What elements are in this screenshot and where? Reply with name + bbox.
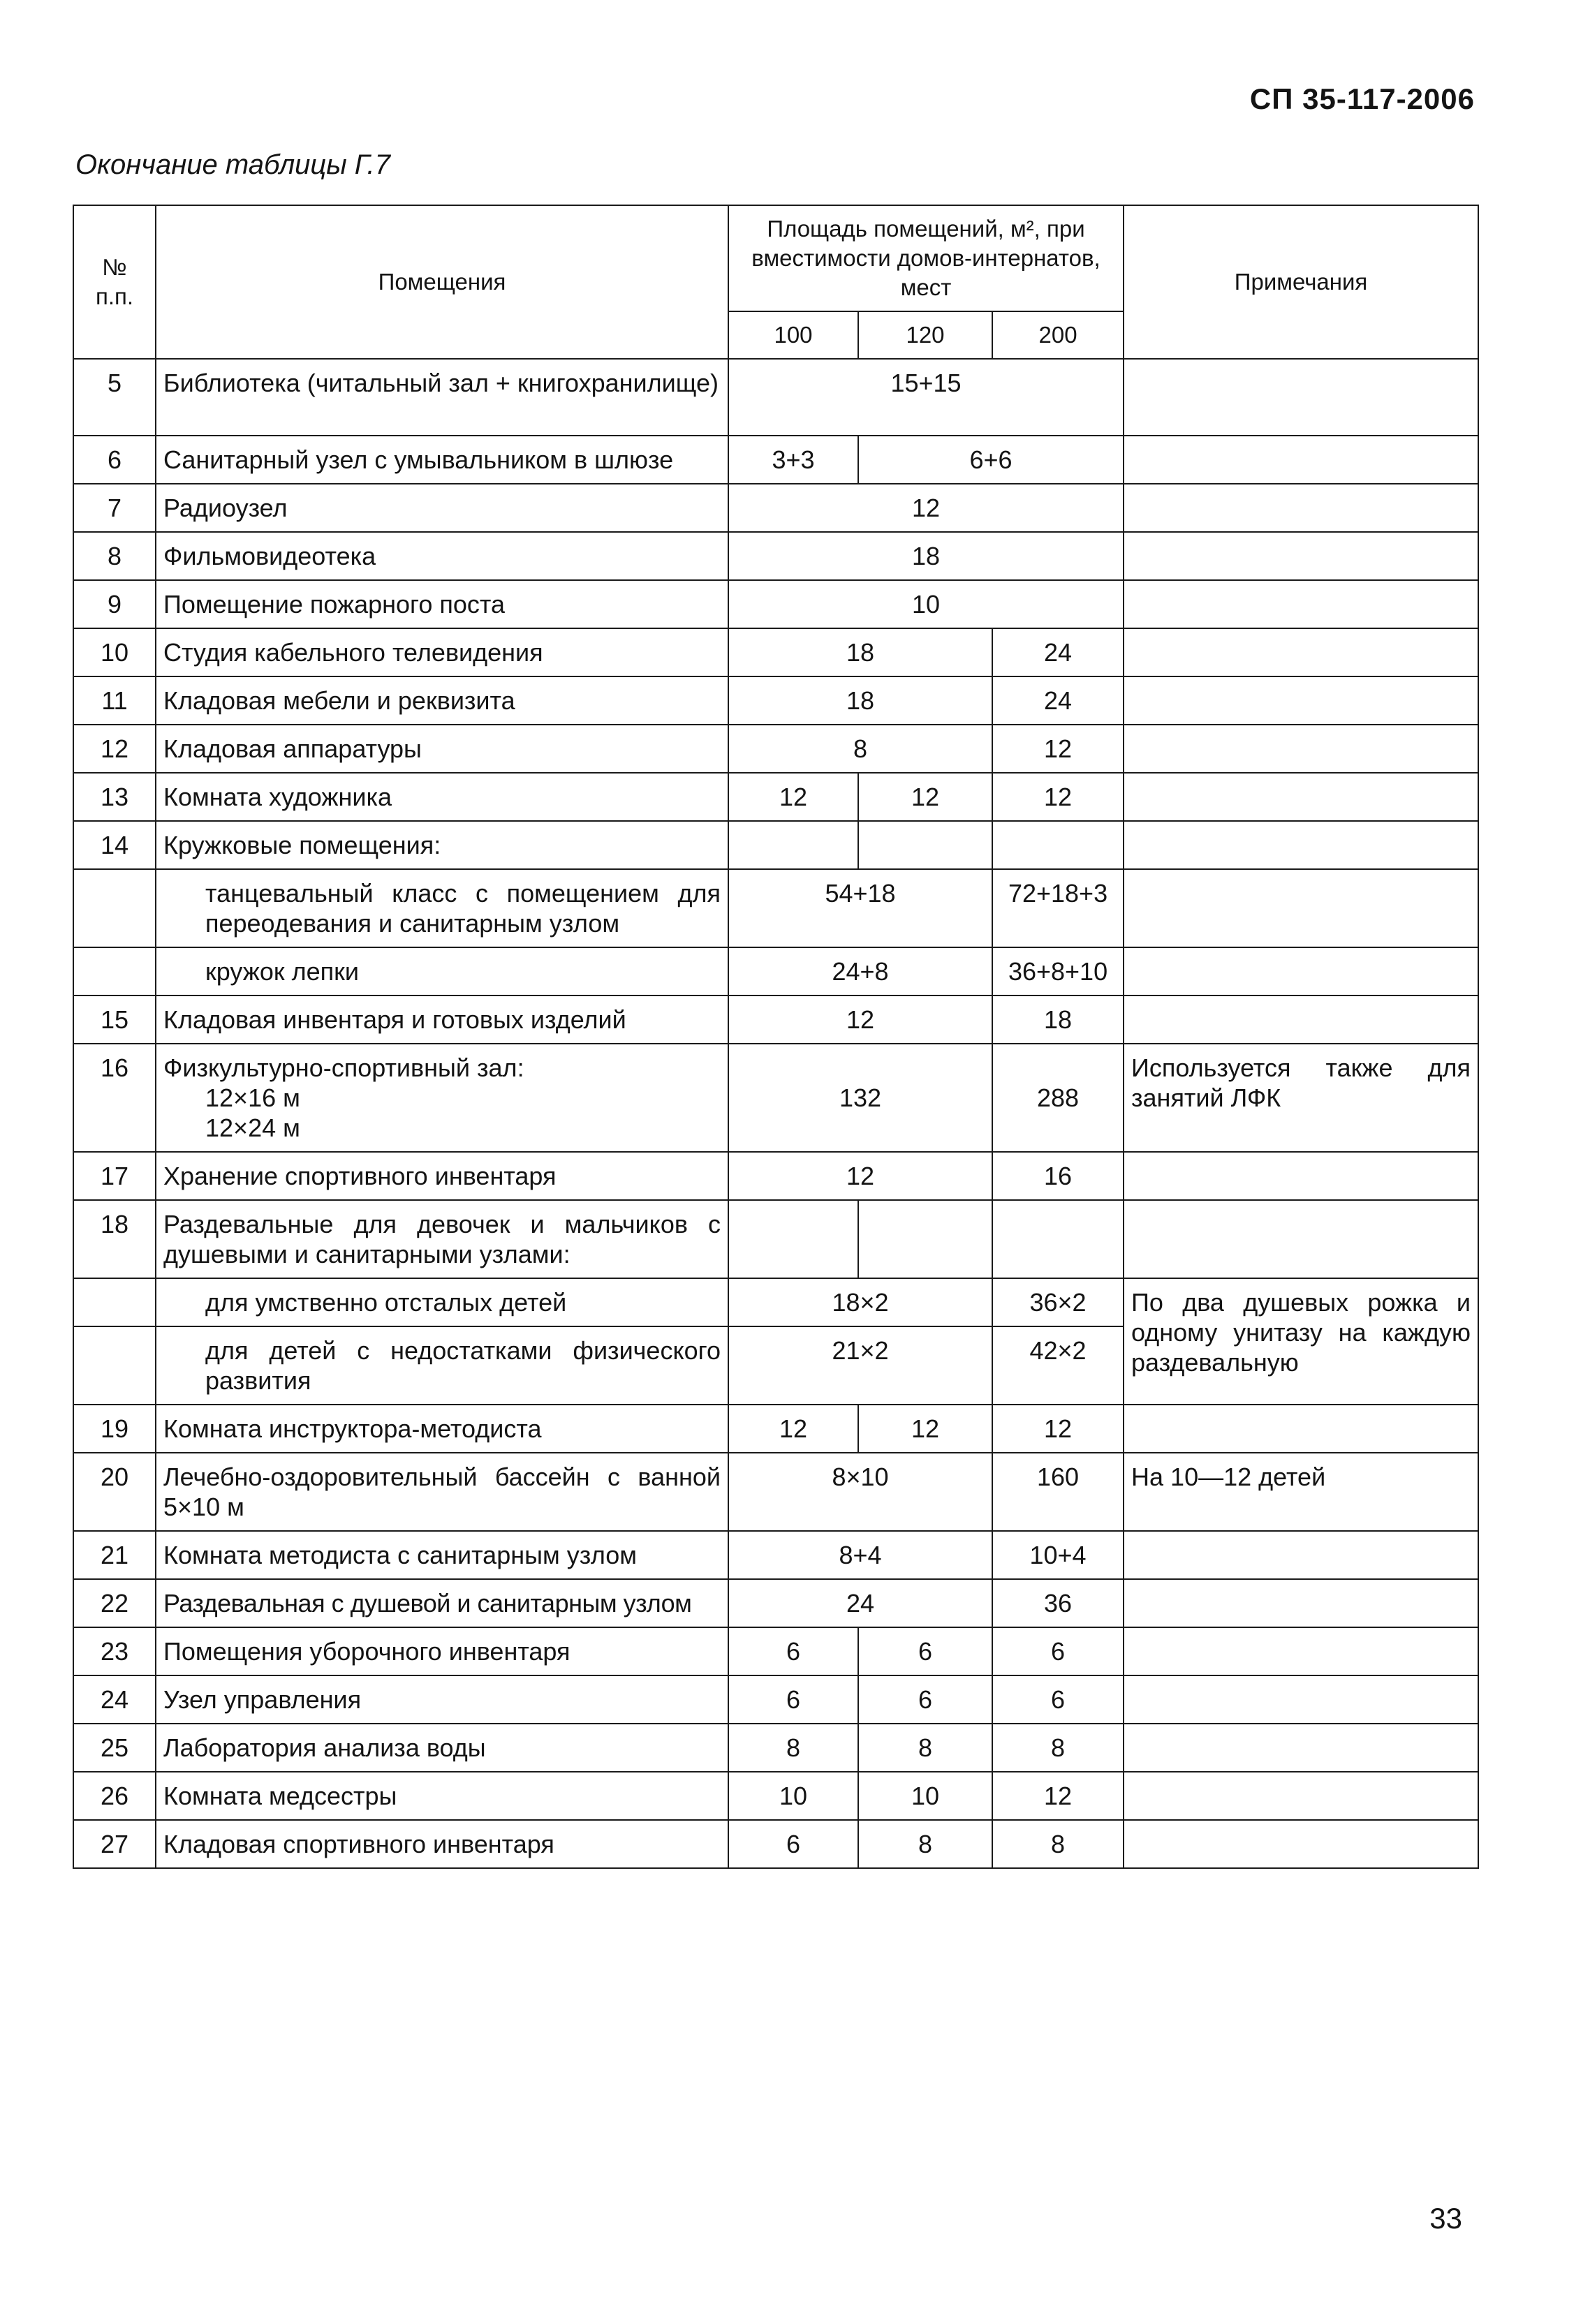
row-number: 20 bbox=[73, 1453, 156, 1531]
room-note bbox=[1124, 359, 1478, 436]
area-value bbox=[992, 1200, 1124, 1278]
table-row bbox=[73, 1579, 1478, 1627]
area-value: 12 bbox=[728, 1152, 992, 1200]
col-header-num: № п.п. bbox=[73, 205, 156, 359]
area-value: 24 bbox=[992, 628, 1124, 676]
row-number bbox=[73, 947, 156, 996]
table-row bbox=[73, 1044, 1478, 1152]
room-name: Комната художника bbox=[156, 773, 728, 821]
table-row bbox=[73, 484, 1478, 532]
room-note bbox=[1124, 1772, 1478, 1820]
room-name: Комната методиста с санитарным узлом bbox=[156, 1531, 728, 1579]
room-note: На 10—12 детей bbox=[1124, 1453, 1478, 1531]
table-row bbox=[73, 1152, 1478, 1200]
area-value: 12 bbox=[992, 773, 1124, 821]
room-name: Лечебно-оздоровительный бассейн с ванной 5×10 м bbox=[156, 1453, 728, 1531]
area-value: 6 bbox=[858, 1627, 992, 1675]
room-note bbox=[1124, 725, 1478, 773]
area-value: 12 bbox=[728, 484, 1124, 532]
row-number: 14 bbox=[73, 821, 156, 869]
document-code: СП 35-117-2006 bbox=[1249, 82, 1475, 115]
area-value: 6 bbox=[992, 1675, 1124, 1724]
table-row bbox=[73, 628, 1478, 676]
room-note bbox=[1124, 996, 1478, 1044]
row-number: 27 bbox=[73, 1820, 156, 1868]
area-value: 12 bbox=[728, 773, 858, 821]
room-note bbox=[1124, 628, 1478, 676]
room-note bbox=[1124, 1820, 1478, 1868]
area-value: 21×2 bbox=[728, 1326, 992, 1405]
area-value: 288 bbox=[992, 1044, 1124, 1152]
table-row bbox=[73, 821, 1478, 869]
room-name: Санитарный узел с умывальником в шлюзе bbox=[156, 436, 728, 484]
table-row bbox=[73, 1772, 1478, 1820]
row-number: 17 bbox=[73, 1152, 156, 1200]
area-value: 8 bbox=[728, 725, 992, 773]
room-note bbox=[1124, 821, 1478, 869]
area-value: 12 bbox=[992, 1405, 1124, 1453]
area-value: 24+8 bbox=[728, 947, 992, 996]
area-value: 3+3 bbox=[728, 436, 858, 484]
area-value: 18×2 bbox=[728, 1278, 992, 1326]
page-number: 33 bbox=[1429, 2202, 1462, 2235]
col-header-capacity: 120 bbox=[858, 311, 992, 359]
room-note bbox=[1124, 532, 1478, 580]
table-row bbox=[73, 725, 1478, 773]
room-name: для детей с недостатками физического развития bbox=[156, 1326, 728, 1405]
table-row bbox=[73, 773, 1478, 821]
row-number: 16 bbox=[73, 1044, 156, 1152]
room-name: Хранение спортивного инвентаря bbox=[156, 1152, 728, 1200]
table-row bbox=[73, 1405, 1478, 1453]
room-name: Студия кабельного телевидения bbox=[156, 628, 728, 676]
room-name: Раздевальные для девочек и мальчиков с душевыми и санитарными узлами: bbox=[156, 1200, 728, 1278]
table-row bbox=[73, 996, 1478, 1044]
room-note: По два душевых рожка и одному унитазу на каждую раздевальную bbox=[1124, 1278, 1478, 1405]
table-row bbox=[73, 1820, 1478, 1868]
table-row bbox=[73, 1724, 1478, 1772]
area-value: 6 bbox=[728, 1675, 858, 1724]
room-note: Используется также для занятий ЛФК bbox=[1124, 1044, 1478, 1152]
area-value: 36×2 bbox=[992, 1278, 1124, 1326]
area-value: 36+8+10 bbox=[992, 947, 1124, 996]
area-value: 8 bbox=[858, 1820, 992, 1868]
room-note bbox=[1124, 869, 1478, 947]
area-value: 16 bbox=[992, 1152, 1124, 1200]
row-number: 7 bbox=[73, 484, 156, 532]
room-note bbox=[1124, 1579, 1478, 1627]
room-title: Физкультурно-спортивный зал: bbox=[163, 1053, 524, 1082]
room-name: Кружковые помещения: bbox=[156, 821, 728, 869]
col-header-area: Площадь помещений, м², при вместимости домов-интернатов, мест bbox=[728, 205, 1124, 311]
room-note bbox=[1124, 484, 1478, 532]
room-name: Комната инструктора-методиста bbox=[156, 1405, 728, 1453]
row-number: 25 bbox=[73, 1724, 156, 1772]
room-note bbox=[1124, 1405, 1478, 1453]
area-value: 8 bbox=[858, 1724, 992, 1772]
room-note bbox=[1124, 1627, 1478, 1675]
room-name: Лаборатория анализа воды bbox=[156, 1724, 728, 1772]
table-row bbox=[73, 1675, 1478, 1724]
row-number: 24 bbox=[73, 1675, 156, 1724]
col-header-capacity: 200 bbox=[992, 311, 1124, 359]
room-name: Узел управления bbox=[156, 1675, 728, 1724]
room-note bbox=[1124, 1152, 1478, 1200]
room-note bbox=[1124, 947, 1478, 996]
table-row bbox=[73, 1531, 1478, 1579]
table-row bbox=[73, 676, 1478, 725]
room-note bbox=[1124, 773, 1478, 821]
col-header-notes: Примечания bbox=[1124, 205, 1478, 359]
row-number: 13 bbox=[73, 773, 156, 821]
area-value bbox=[992, 821, 1124, 869]
room-note bbox=[1124, 676, 1478, 725]
row-number: 22 bbox=[73, 1579, 156, 1627]
area-value: 6 bbox=[728, 1627, 858, 1675]
room-note bbox=[1124, 1724, 1478, 1772]
row-number: 15 bbox=[73, 996, 156, 1044]
room-name: танцевальный класс с помещением для переодевания и санитарным узлом bbox=[156, 869, 728, 947]
table-row bbox=[73, 436, 1478, 484]
table-row bbox=[73, 532, 1478, 580]
room-name: Комната медсестры bbox=[156, 1772, 728, 1820]
area-value: 18 bbox=[728, 628, 992, 676]
area-value: 10 bbox=[728, 1772, 858, 1820]
area-value bbox=[728, 821, 858, 869]
table-row bbox=[73, 1278, 1478, 1326]
room-name: Помещение пожарного поста bbox=[156, 580, 728, 628]
row-number bbox=[73, 1278, 156, 1326]
area-value: 15+15 bbox=[728, 359, 1124, 436]
area-value: 24 bbox=[992, 676, 1124, 725]
row-number bbox=[73, 1326, 156, 1405]
rooms-area-table bbox=[73, 205, 1479, 1869]
area-value: 6 bbox=[858, 1675, 992, 1724]
row-number: 21 bbox=[73, 1531, 156, 1579]
area-value: 54+18 bbox=[728, 869, 992, 947]
area-value: 8+4 bbox=[728, 1531, 992, 1579]
col-header-rooms: Помещения bbox=[156, 205, 728, 359]
room-name: Библиотека (читальный зал + книгохранилище) bbox=[156, 359, 728, 436]
area-value: 24 bbox=[728, 1579, 992, 1627]
room-note bbox=[1124, 1531, 1478, 1579]
area-value: 12 bbox=[992, 725, 1124, 773]
col-header-capacity: 100 bbox=[728, 311, 858, 359]
area-value: 12 bbox=[992, 1772, 1124, 1820]
table-row bbox=[73, 1200, 1478, 1278]
room-note bbox=[1124, 436, 1478, 484]
room-name bbox=[156, 1044, 728, 1152]
area-value: 160 bbox=[992, 1453, 1124, 1531]
table-row bbox=[73, 1453, 1478, 1531]
area-value: 18 bbox=[728, 676, 992, 725]
row-number: 23 bbox=[73, 1627, 156, 1675]
area-value bbox=[858, 821, 992, 869]
room-name: для умственно отсталых детей bbox=[156, 1278, 728, 1326]
area-value: 18 bbox=[992, 996, 1124, 1044]
table-row bbox=[73, 869, 1478, 947]
table-row bbox=[73, 359, 1478, 436]
area-value: 12 bbox=[728, 996, 992, 1044]
row-number: 5 bbox=[73, 359, 156, 436]
room-name: Раздевальная с душевой и санитарным узлом bbox=[156, 1579, 728, 1627]
area-value: 10 bbox=[728, 580, 1124, 628]
row-number: 6 bbox=[73, 436, 156, 484]
area-value: 12 bbox=[728, 1405, 858, 1453]
room-name: Кладовая мебели и реквизита bbox=[156, 676, 728, 725]
area-value bbox=[858, 1200, 992, 1278]
room-note bbox=[1124, 580, 1478, 628]
room-name: Кладовая спортивного инвентаря bbox=[156, 1820, 728, 1868]
row-number: 9 bbox=[73, 580, 156, 628]
room-name: Фильмовидеотека bbox=[156, 532, 728, 580]
room-name: Кладовая аппаратуры bbox=[156, 725, 728, 773]
room-note bbox=[1124, 1675, 1478, 1724]
room-name: Кладовая инвентаря и готовых изделий bbox=[156, 996, 728, 1044]
row-number: 26 bbox=[73, 1772, 156, 1820]
row-number: 19 bbox=[73, 1405, 156, 1453]
table-row bbox=[73, 947, 1478, 996]
area-value: 12 bbox=[858, 773, 992, 821]
table-row bbox=[73, 580, 1478, 628]
row-number: 11 bbox=[73, 676, 156, 725]
hall-size-option: 12×16 м bbox=[205, 1083, 300, 1112]
area-value: 132 bbox=[728, 1044, 992, 1152]
area-value bbox=[728, 1200, 858, 1278]
row-number: 8 bbox=[73, 532, 156, 580]
area-value: 72+18+3 bbox=[992, 869, 1124, 947]
area-value: 10+4 bbox=[992, 1531, 1124, 1579]
area-value: 6+6 bbox=[858, 436, 1124, 484]
room-name: Помещения уборочного инвентаря bbox=[156, 1627, 728, 1675]
room-name: кружок лепки bbox=[156, 947, 728, 996]
area-value: 6 bbox=[728, 1820, 858, 1868]
area-value: 6 bbox=[992, 1627, 1124, 1675]
area-value: 8×10 bbox=[728, 1453, 992, 1531]
area-value: 36 bbox=[992, 1579, 1124, 1627]
area-value: 18 bbox=[728, 532, 1124, 580]
area-value: 12 bbox=[858, 1405, 992, 1453]
area-value: 8 bbox=[992, 1724, 1124, 1772]
row-number: 10 bbox=[73, 628, 156, 676]
area-value: 8 bbox=[728, 1724, 858, 1772]
table-row bbox=[73, 1627, 1478, 1675]
area-value: 8 bbox=[992, 1820, 1124, 1868]
hall-size-option: 12×24 м bbox=[205, 1113, 300, 1142]
row-number: 18 bbox=[73, 1200, 156, 1278]
area-value: 10 bbox=[858, 1772, 992, 1820]
row-number: 12 bbox=[73, 725, 156, 773]
room-name: Радиоузел bbox=[156, 484, 728, 532]
area-value: 42×2 bbox=[992, 1326, 1124, 1405]
table-caption: Окончание таблицы Г.7 bbox=[75, 149, 390, 180]
room-note bbox=[1124, 1200, 1478, 1278]
row-number bbox=[73, 869, 156, 947]
